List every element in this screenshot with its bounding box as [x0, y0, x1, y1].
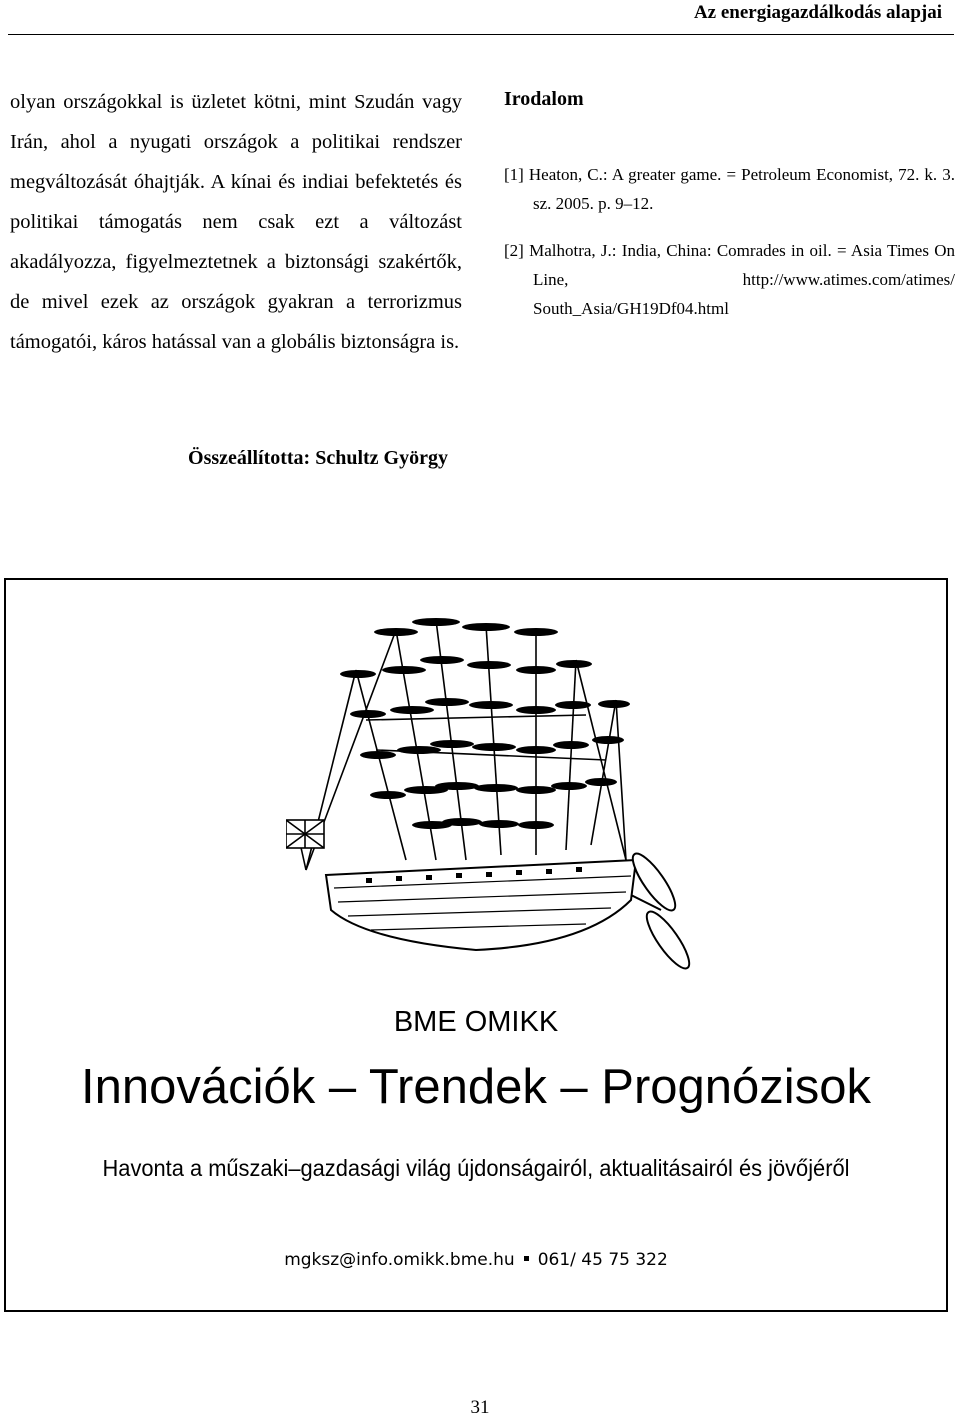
advert-organization: BME OMIKK	[393, 1006, 559, 1038]
airship-galleon-illustration	[286, 610, 706, 990]
header-divider	[8, 34, 954, 35]
references-heading: Irodalom	[504, 88, 584, 110]
page-number: 31	[470, 1397, 490, 1418]
running-header: Az energiagazdálkodás alapjai	[693, 2, 942, 23]
advert-title: Innovációk – Trendek – Prognózisok	[81, 1060, 871, 1114]
reference-item: [2] Malhotra, J.: India, China: Comrades in oil. = Asia Times On Line, http://www.atimes.com/atimes/​South_Asia/GH19Df04.html	[504, 241, 955, 318]
advert-email: mgksz@info.omikk.bme.hu	[284, 1250, 515, 1270]
body-paragraph: olyan országokkal is üzletet kötni, mint Szudán vagy Irán, ahol a nyugati országok a politikai rendszer megváltozását óhajtják. A kínai és indiai befektetés és politikai támogatás nem csak ezt a változást akadályozza, figyelmeztetnek a biztonsági szakértők, de mivel ezek az országok gyakran a terrorizmus támogatói, káros hatással van a globális biztonságra is.	[10, 91, 462, 353]
advert-phone: 061/ 45 75 322	[537, 1250, 668, 1270]
advert-subtitle: Havonta a műszaki–gazdasági világ újdonságairól, aktualitásairól és jövőjéről	[102, 1155, 850, 1181]
separator-dot	[524, 1256, 529, 1261]
advertisement-box	[4, 578, 948, 1312]
advert-contact	[6, 1248, 946, 1272]
reference-item: [1] Heaton, C.: A greater game. = Petroleum Economist, 72. k. 3. sz. 2005. p. 9–12.	[504, 165, 955, 213]
reference-list	[504, 160, 955, 341]
compiler-credit: Összeállította: Schultz György	[188, 447, 448, 469]
